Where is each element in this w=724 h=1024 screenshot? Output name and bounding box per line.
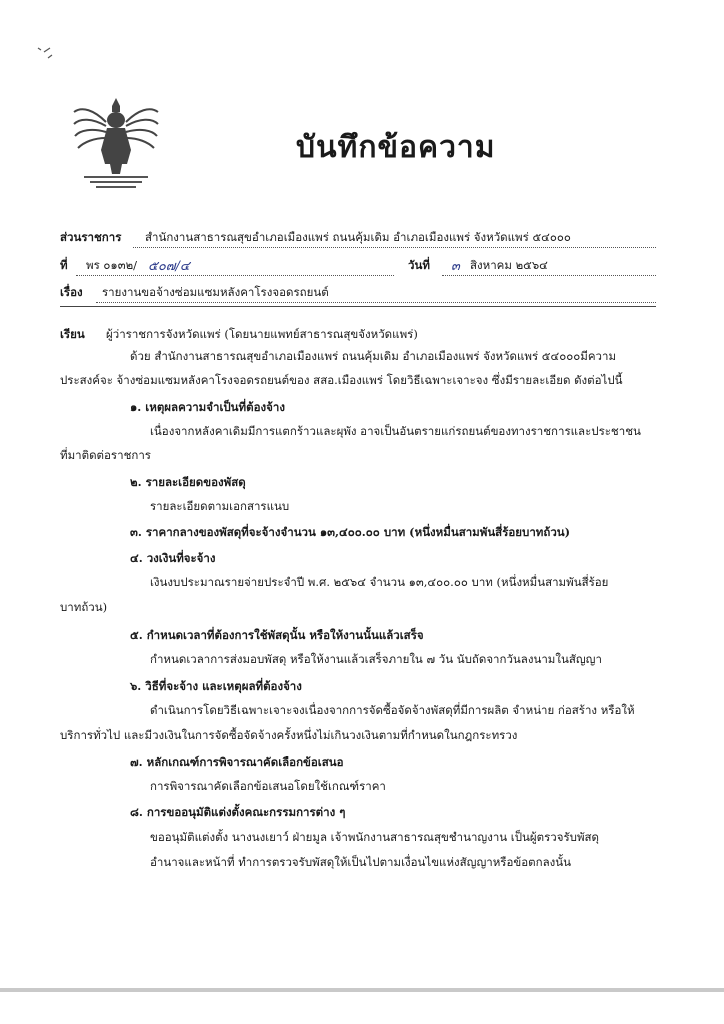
section-3-title: ๓. ราคากลางของพัสดุที่จะจ้างจำนวน ๑๓,๔๐๐.๐๐ บาท (หนึ่งหมื่นสามพันสี่ร้อยบาทถ้วน) <box>130 525 571 539</box>
section-1-line-2: ที่มาติดต่อราชการ <box>60 448 151 462</box>
section-5-line-1: กำหนดเวลาการส่งมอบพัสดุ หรือให้งานแล้วเสร็จภายใน ๗ วัน นับถัดจากวันลงนามในสัญญา <box>150 652 602 666</box>
agency-rule <box>133 247 656 248</box>
section-6-title: ๖. วิธีที่จะจ้าง และเหตุผลที่ต้องจ้าง <box>130 679 302 693</box>
section-2-title: ๒. รายละเอียดของพัสดุ <box>130 475 246 489</box>
section-1-line-1: เนื่องจากหลังคาเดิมมีการแตกร้าวและผุพัง อาจเป็นอันตรายแก่รถยนต์ของทางราชการและประชาชน <box>150 424 641 438</box>
section-5-title: ๕. กำหนดเวลาที่ต้องการใช้พัสดุนั้น หรือให้งานนั้นแล้วเสร็จ <box>130 628 424 642</box>
page-title: บันทึกข้อความ <box>296 130 496 165</box>
salutation-label: เรียน <box>60 327 85 341</box>
header-divider <box>60 306 656 307</box>
subject-label: เรื่อง <box>60 285 83 299</box>
salutation-value: ผู้ว่าราชการจังหวัดแพร่ (โดยนายแพทย์สาธารณสุขจังหวัดแพร่) <box>106 327 418 341</box>
section-4-line-2: บาทถ้วน) <box>60 600 108 614</box>
subject-value: รายงานขอจ้างซ่อมแซมหลังคาโรงจอดรถยนต์ <box>102 285 329 299</box>
section-8-line-1: ขออนุมัติแต่งตั้ง นางนงเยาว์ ฝ่ายมูล เจ้าพนักงานสาธารณสุขชำนาญงาน เป็นผู้ตรวจรับพัสดุ <box>150 830 600 844</box>
scan-edge <box>0 988 724 992</box>
ref-label: ที่ <box>60 258 68 272</box>
garuda-emblem-icon <box>70 92 162 192</box>
intro-line-2: ประสงค์จะ จ้างซ่อมแซมหลังคาโรงจอดรถยนต์ของ สสอ.เมืองแพร่ โดยวิธีเฉพาะเจาะจง ซึ่งมีรายละเอียด ดังต่อไปนี้ <box>60 373 623 387</box>
date-day-handwritten: ๓ <box>451 259 460 274</box>
ref-value: พร ๐๑๓๒/ <box>86 258 138 272</box>
ref-handwritten-number: ๕๐๗/๔ <box>148 259 190 274</box>
agency-label: ส่วนราชการ <box>60 230 122 244</box>
date-rule <box>442 275 656 276</box>
section-4-line-1: เงินงบประมาณรายจ่ายประจำปี พ.ศ. ๒๕๖๔ จำนวน ๑๓,๔๐๐.๐๐ บาท (หนึ่งหมื่นสามพันสี่ร้อย <box>150 575 609 589</box>
section-2-line-1: รายละเอียดตามเอกสารแนบ <box>150 499 290 513</box>
date-label: วันที่ <box>408 258 430 272</box>
date-value: สิงหาคม ๒๕๖๔ <box>470 258 548 272</box>
section-7-line-1: การพิจารณาคัดเลือกข้อเสนอโดยใช้เกณฑ์ราคา <box>150 779 386 793</box>
ref-rule <box>76 275 394 276</box>
section-8-title: ๘. การขออนุมัติแต่งตั้งคณะกรรมการต่าง ๆ <box>130 805 346 819</box>
section-6-line-2: บริการทั่วไป และมีวงเงินในการจัดซื้อจัดจ้างครั้งหนึ่งไม่เกินวงเงินตามที่กำหนดในกฎกระทรวง <box>60 728 518 742</box>
section-6-line-1: ดำเนินการโดยวิธีเฉพาะเจาะจงเนื่องจากการจัดซื้อจัดจ้างพัสดุที่มีการผลิต จำหน่าย ก่อสร้าง หรือให้ <box>150 703 635 717</box>
agency-value: สำนักงานสาธารณสุขอำเภอเมืองแพร่ ถนนคุ้มเดิม อำเภอเมืองแพร่ จังหวัดแพร่ ๕๔๐๐๐ <box>145 230 571 244</box>
section-1-title: ๑. เหตุผลความจำเป็นที่ต้องจ้าง <box>130 400 285 414</box>
intro-line-1: ด้วย สำนักงานสาธารณสุขอำเภอเมืองแพร่ ถนนคุ้มเดิม อำเภอเมืองแพร่ จังหวัดแพร่ ๕๔๐๐๐มีความ <box>130 349 617 363</box>
subject-rule <box>96 302 656 303</box>
section-8-line-2: อำนาจและหน้าที่ ทำการตรวจรับพัสดุให้เป็นไปตามเงื่อนไขแห่งสัญญาหรือข้อตกลงนั้น <box>150 855 571 869</box>
pen-mark-icon <box>30 38 70 68</box>
section-4-title: ๔. วงเงินที่จะจ้าง <box>130 551 216 565</box>
section-7-title: ๗. หลักเกณฑ์การพิจารณาคัดเลือกข้อเสนอ <box>130 755 344 769</box>
